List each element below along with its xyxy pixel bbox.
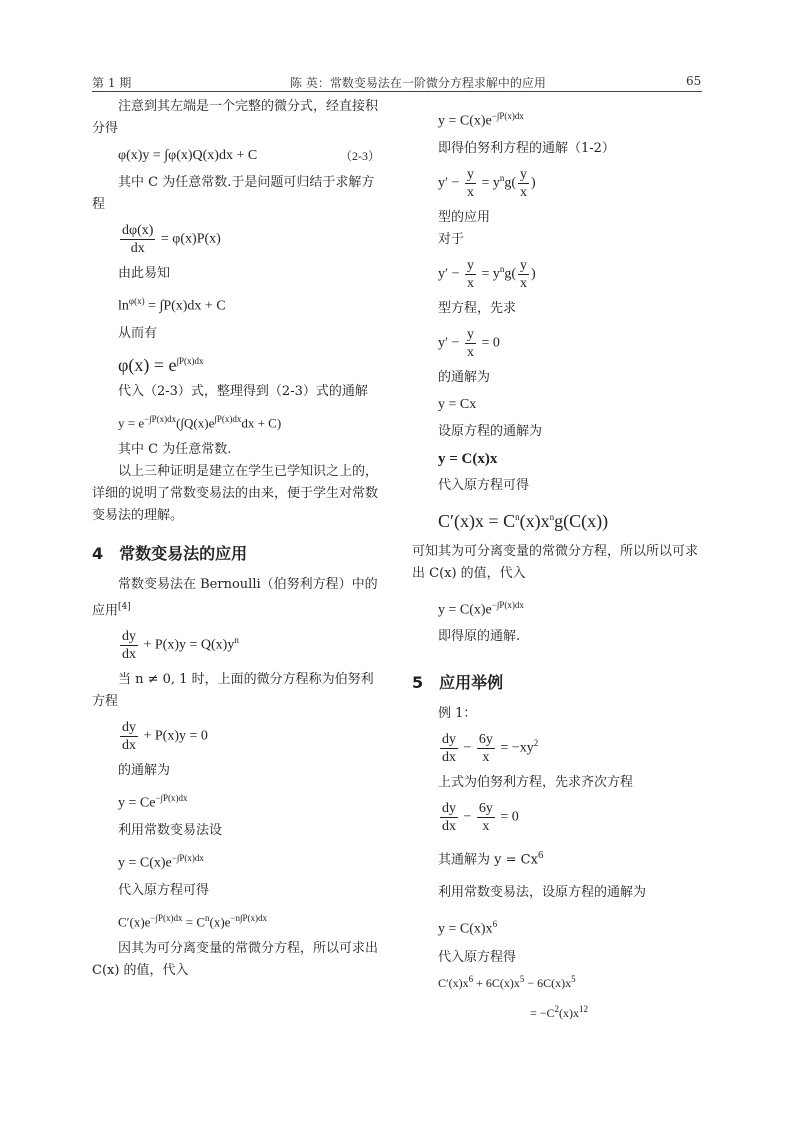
equation: $y = C(x)e^{-\int P(x)dx}$ xyxy=(118,852,204,871)
paragraph: 的通解为 xyxy=(438,369,491,385)
paragraph: 代入原方程可得 xyxy=(118,882,210,898)
equation: $y = C(x)e^{-\int P(x)dx}$ xyxy=(438,599,524,618)
section-heading-5: 5 应用举例 xyxy=(412,673,504,693)
paragraph: 其中 C 为任意常数. xyxy=(118,441,232,457)
paragraph: 利用常数变易法，设原方程的通解为 xyxy=(438,884,647,900)
paragraph: 注意到其左端是一个完整的微分式，经直接积分得 xyxy=(92,99,379,136)
paragraph: 由此易知 xyxy=(118,266,171,281)
equation: $y = C(x)e^{-\int P(x)dx}$ xyxy=(438,111,524,129)
paragraph: 代入原方程得 xyxy=(438,950,517,966)
paragraph: 其中 C 为任意常数.于是问题可归结于求解方程 xyxy=(92,175,375,212)
paragraph: 型方程，先求 xyxy=(438,300,517,316)
equation: $\varphi(x) = e^{\int P(x)dx}$ xyxy=(118,354,204,375)
paragraph: 从而有 xyxy=(118,325,158,341)
equation: y = Cx xyxy=(438,396,477,412)
paragraph: 常数变易法在 Bernoulli（伯努利方程）中的应用[4] xyxy=(92,576,378,619)
page-number: 65 xyxy=(686,74,702,88)
section-heading-4: 4 常数变易法的应用 xyxy=(92,543,248,563)
paragraph: 对于 xyxy=(438,231,465,247)
equation: $C'(x)e^{-\int P(x)dx} = C^n(x)e^{-n\int P(x)dx}$ xyxy=(118,912,267,929)
paragraph: 上式为伯努利方程，先求齐次方程 xyxy=(438,775,634,791)
equation: $\frac{dy}{dx}$ − $\frac{6y}{x}$ = 0 xyxy=(442,801,519,835)
header-rule xyxy=(92,91,702,92)
issue-number: 第 1 期 xyxy=(92,76,132,90)
paragraph: 利用常数变易法设 xyxy=(118,822,223,838)
paragraph: 代入原方程可得 xyxy=(438,477,530,493)
paragraph: 因其为可分离变量的常微分方程，所以可求出 C(x) 的值，代入 xyxy=(92,940,379,978)
equation: $y = C(x)x^6$ xyxy=(438,918,498,937)
equation-example: $\frac{dy}{dx}$ − $\frac{6y}{x}$ = $-xy^2$ xyxy=(442,732,539,766)
example-label: 例 1： xyxy=(438,706,477,722)
right-column xyxy=(412,96,704,1023)
equation: $y = e^{-\int P(x)dx}(\int Q(x)e^{\int P(x)dx}dx + C)$ xyxy=(118,413,282,430)
equation: $\frac{dy}{dx}$ + P(x)y = 0 xyxy=(122,720,208,754)
paragraph: 即得伯努利方程的通解（1-2） xyxy=(438,140,615,156)
equation: $\ln^{\varphi(x)} = \int P(x)dx + C$ xyxy=(118,296,226,314)
equation: $C'(x)x^6 + 6C(x)x^5 - 6C(x)x^5$ xyxy=(438,974,576,991)
running-title: 陈 英：常数变易法在一阶微分方程求解中的应用 xyxy=(290,76,546,90)
paragraph: 的通解为 xyxy=(118,763,171,779)
equation: $C'(x)x = C^n(x)x^ng(C(x))$ xyxy=(438,510,609,531)
equation-2-3: φ(x)y = ∫φ(x)Q(x)dx + C （2-3） xyxy=(118,148,380,163)
paragraph: 以上三种证明是建立在学生已学知识之上的，详细的说明了常数变易法的由来，便于学生对常数变易法的理解。 xyxy=(92,463,379,523)
paragraph: 代入（2-3）式，整理得到（2-3）式的通解 xyxy=(118,383,368,399)
paragraph: 型的应用 xyxy=(438,209,491,225)
equation: y′ − $\frac{y}{x}$ = $y^ng$( $\frac{y}{x}$ ) xyxy=(438,166,536,200)
equation: $y = Ce^{-\int P(x)dx}$ xyxy=(118,793,188,811)
equation: y′ − $\frac{y}{x}$ = 0 xyxy=(438,326,500,360)
paragraph: 当 n ≠ 0, 1 时，上面的微分方程称为伯努利方程 xyxy=(92,672,374,710)
equation-bernoulli: $\frac{dy}{dx}$ + $P(x)y = Q(x)y^n$ xyxy=(122,629,239,663)
paragraph: 即得原的通解. xyxy=(438,629,521,645)
paragraph: 设原方程的通解为 xyxy=(438,423,543,439)
equation: y′ − $\frac{y}{x}$ = $y^ng$( $\frac{y}{x}$ ) xyxy=(438,257,536,291)
equation: $\frac{d\varphi(x)}{dx}$ = φ(x)P(x) xyxy=(122,223,221,256)
equation: y = C(x)x xyxy=(438,450,498,467)
equation: = $-C^2(x)x^{12}$ xyxy=(530,1004,589,1021)
paragraph: 其通解为 $y = Cx^6$ xyxy=(438,851,544,868)
paragraph: 可知其为可分离变量的常微分方程，所以所以可求出 C(x) 的值，代入 xyxy=(412,543,699,581)
left-column xyxy=(92,96,384,982)
